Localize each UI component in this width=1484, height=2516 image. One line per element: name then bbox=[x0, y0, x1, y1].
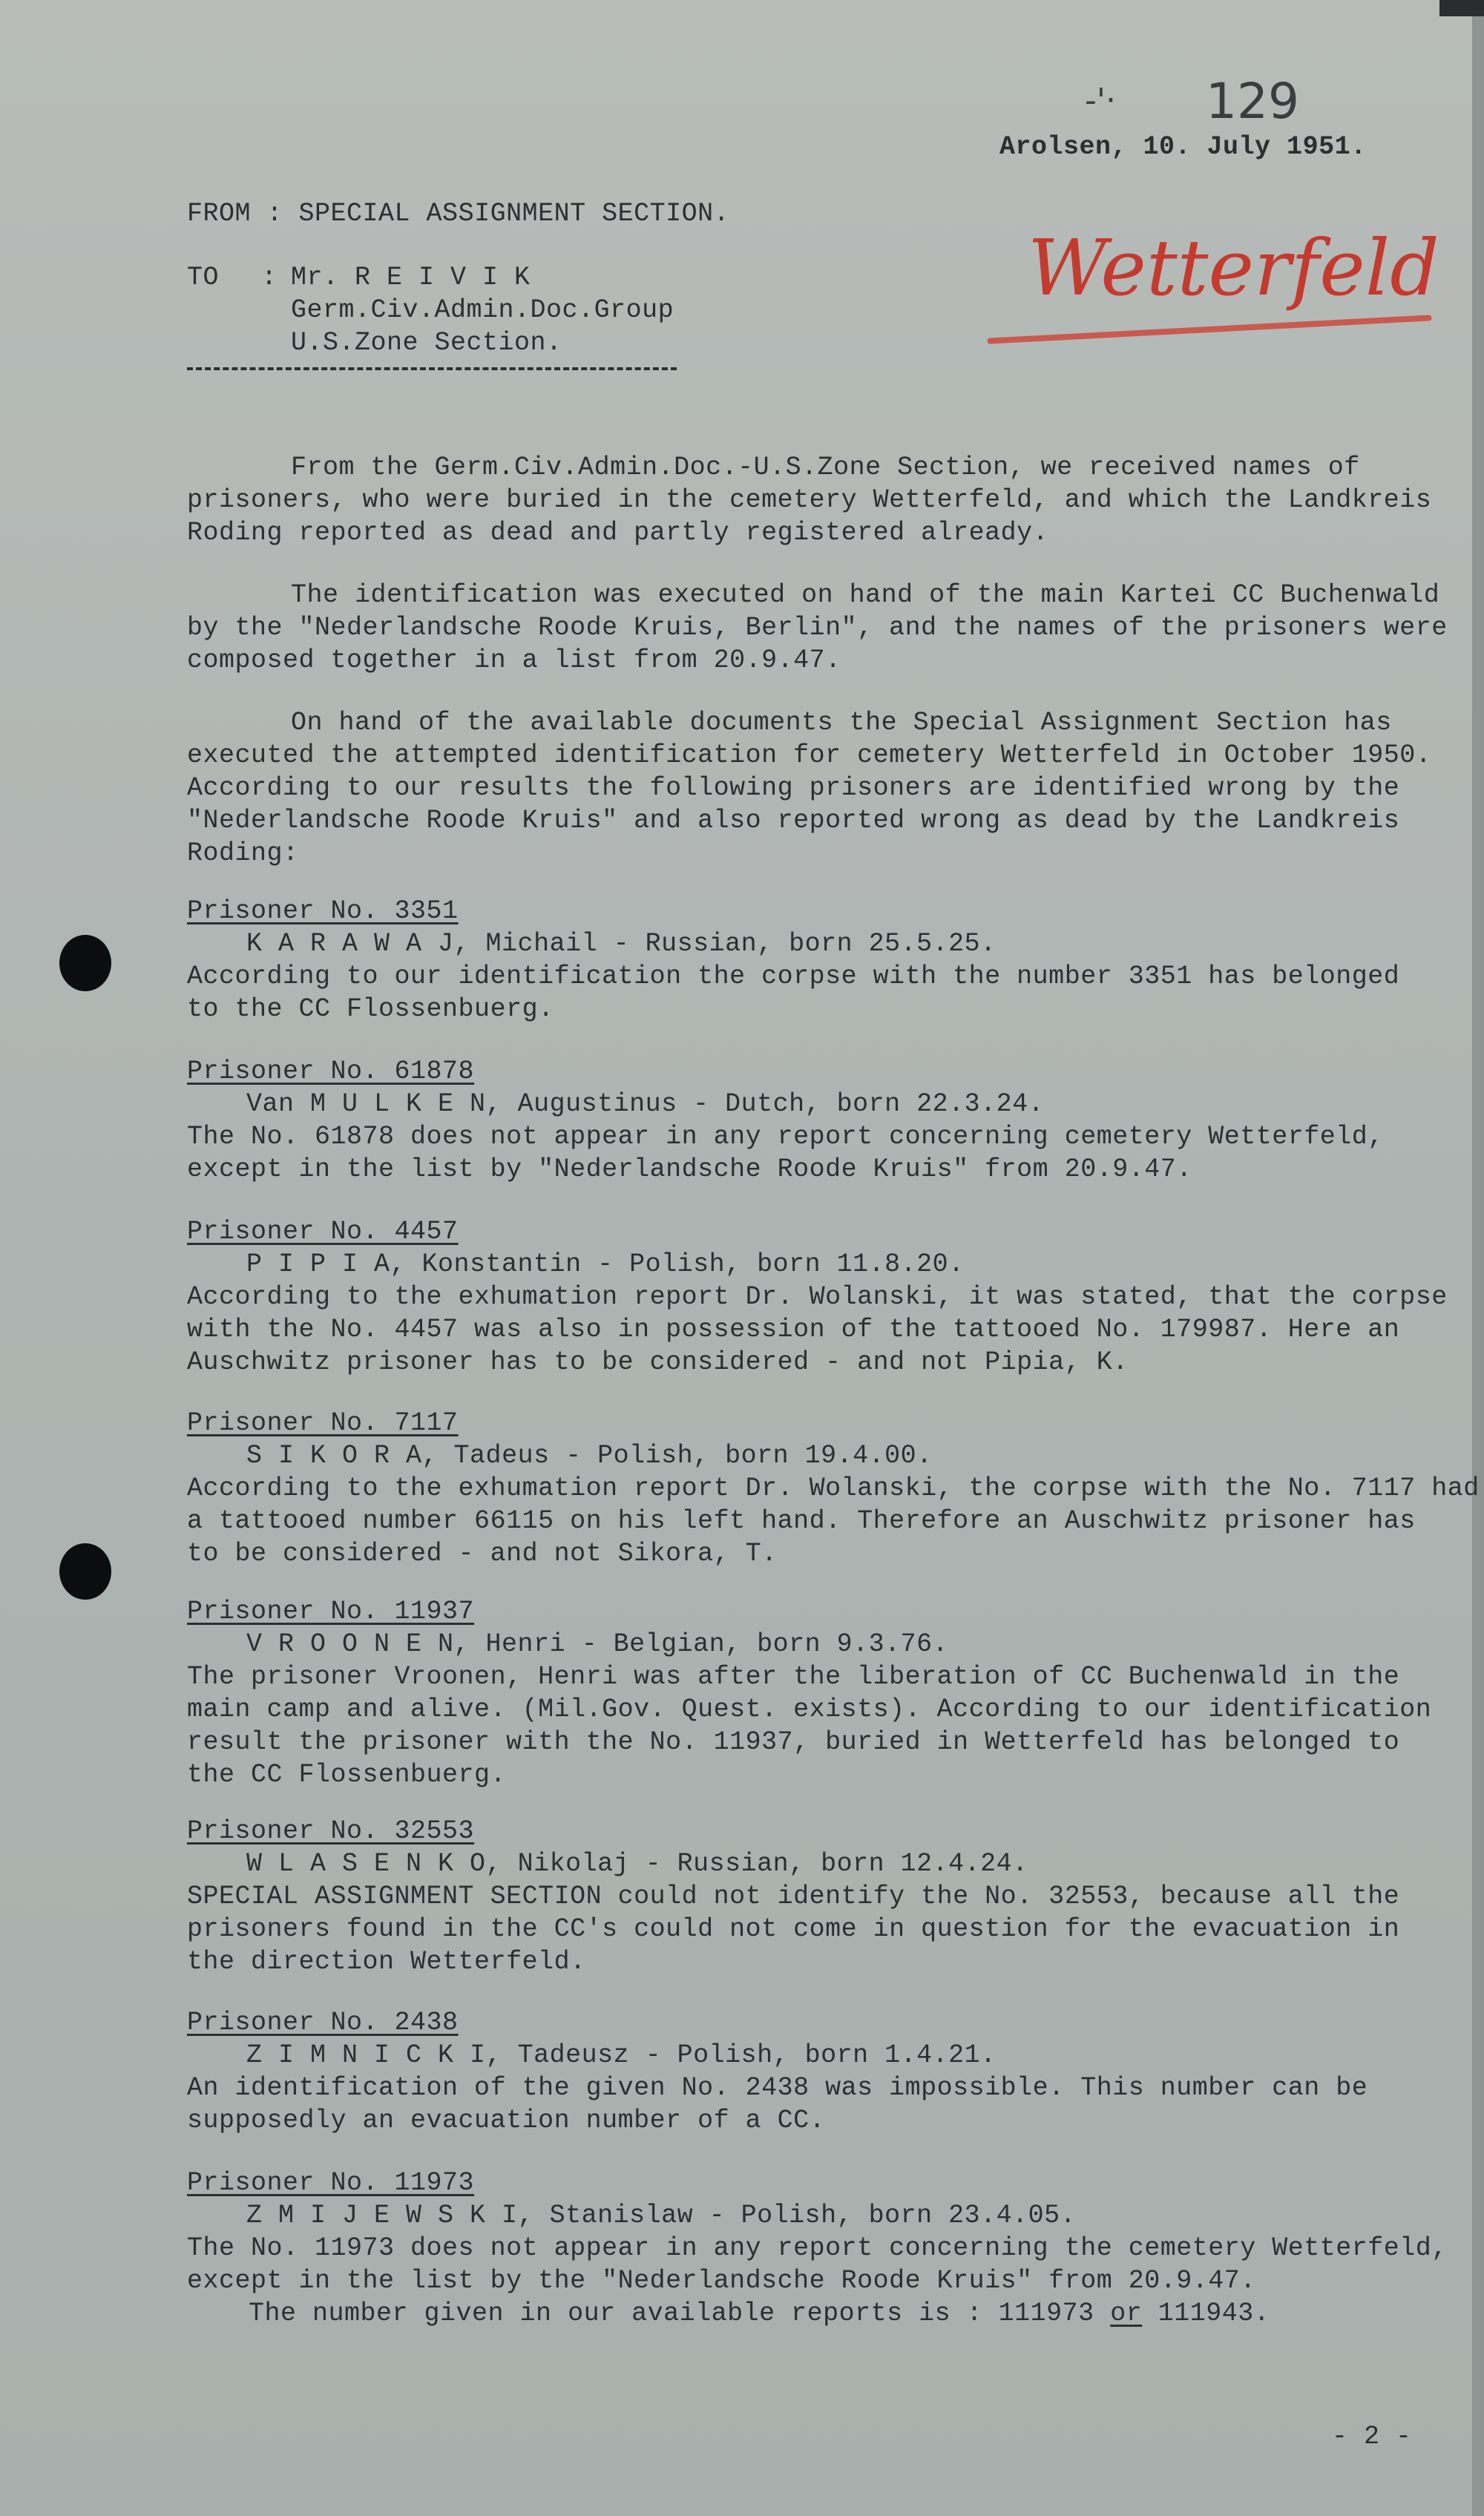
prisoner-surname: K A R A W A J bbox=[246, 929, 454, 959]
prisoner-details: , Tadeus - Polish, born 19.4.00. bbox=[421, 1441, 933, 1471]
red-underline bbox=[987, 315, 1432, 344]
prisoner-surname: Van M U L K E N bbox=[246, 1089, 486, 1119]
prisoner-body-line: supposedly an evacuation number of a CC. bbox=[187, 2106, 826, 2135]
to-label: TO bbox=[187, 263, 220, 292]
prisoner-body-line: a tattooed number 66115 on his left hand. Therefore an Auschwitz prisoner has bbox=[187, 1506, 1416, 1536]
prisoner-surname: S I K O R A bbox=[246, 1441, 422, 1471]
to-section: U.S.Zone Section. bbox=[291, 328, 562, 358]
intro-3-line-4: "Nederlandsche Roode Kruis" and also reported wrong as dead by the Landkreis bbox=[187, 806, 1400, 835]
note-or: or bbox=[1110, 2299, 1143, 2328]
intro-2-line-3: composed together in a list from 20.9.47. bbox=[187, 646, 841, 675]
prisoner-body-line: result the prisoner with the No. 11937, buried in Wetterfeld has belonged to bbox=[187, 1727, 1400, 1757]
footer-page-number: - 2 - bbox=[1332, 2422, 1412, 2451]
prisoner-body-line: prisoners found in the CC's could not come in question for the evacuation in bbox=[187, 1914, 1400, 1944]
prisoner-surname: Z M I J E W S K I bbox=[246, 2201, 518, 2230]
prisoner-heading: Prisoner No. 4457 bbox=[187, 1217, 459, 1246]
prisoner-heading: Prisoner No. 11973 bbox=[187, 2168, 475, 2198]
prisoner-details: , Nikolaj - Russian, born 12.4.24. bbox=[485, 1849, 1028, 1879]
prisoner-body-line: The prisoner Vroonen, Henri was after the liberation of CC Buchenwald in the bbox=[187, 1662, 1400, 1692]
prisoner-body-line: According to the exhumation report Dr. Wolanski, it was stated, that the corpse bbox=[187, 1282, 1448, 1312]
from-value: SPECIAL ASSIGNMENT SECTION. bbox=[298, 199, 730, 229]
prisoner-body-line: except in the list by "Nederlandsche Roode Kruis" from 20.9.47. bbox=[187, 1154, 1192, 1184]
prisoner-heading: Prisoner No. 3351 bbox=[187, 896, 459, 926]
prisoner-body-line: SPECIAL ASSIGNMENT SECTION could not identify the No. 32553, because all the bbox=[187, 1882, 1400, 1911]
intro-3-line-2: executed the attempted identification for cemetery Wetterfeld in October 1950. bbox=[187, 740, 1432, 770]
prisoner-surname: W L A S E N K O bbox=[246, 1849, 486, 1879]
intro-1-line-3: Roding reported as dead and partly registered already. bbox=[187, 518, 1049, 548]
prisoner-surname: Z I M N I C K I bbox=[246, 2040, 486, 2070]
page-corner-shadow bbox=[1439, 0, 1484, 16]
prisoner-body-line: the CC Flossenbuerg. bbox=[187, 1760, 507, 1790]
prisoner-heading: Prisoner No. 32553 bbox=[187, 1816, 475, 1846]
prisoner-name-line bbox=[246, 2039, 997, 2072]
prisoner-surname: P I P I A bbox=[246, 1249, 390, 1279]
prisoner-details: , Henri - Belgian, born 9.3.76. bbox=[453, 1629, 949, 1659]
page-number-stamp: 129 bbox=[1206, 73, 1299, 130]
prisoner-details: , Stanislaw - Polish, born 23.4.05. bbox=[517, 2201, 1077, 2230]
page-edge bbox=[1472, 0, 1484, 2516]
from-label: FROM bbox=[187, 199, 252, 229]
prisoner-heading: Prisoner No. 2438 bbox=[187, 2008, 459, 2037]
prisoner-note-line bbox=[249, 2297, 1270, 2330]
prisoner-body-line: except in the list by the "Nederlandsche Roode Kruis" from 20.9.47. bbox=[187, 2266, 1256, 2296]
intro-2-line-1: The identification was executed on hand of the main Kartei CC Buchenwald bbox=[291, 580, 1440, 610]
prisoner-heading: Prisoner No. 61878 bbox=[187, 1057, 475, 1086]
prisoner-body-line: The No. 61878 does not appear in any report concerning cemetery Wetterfeld, bbox=[187, 1122, 1384, 1152]
prisoner-body-line: the direction Wetterfeld. bbox=[187, 1947, 586, 1977]
prisoner-details: , Augustinus - Dutch, born 22.3.24. bbox=[485, 1089, 1045, 1119]
handwritten-place-name: Wetterfeld bbox=[1028, 223, 1439, 313]
prisoner-heading: Prisoner No. 11937 bbox=[187, 1597, 475, 1626]
punch-hole-bottom bbox=[59, 1543, 111, 1600]
note-suffix: 111943. bbox=[1142, 2299, 1270, 2328]
prisoner-body-line: The No. 11973 does not appear in any report concerning the cemetery Wetterfeld, bbox=[187, 2233, 1448, 2263]
prisoner-body-line: to the CC Flossenbuerg. bbox=[187, 994, 554, 1024]
header-separator bbox=[187, 367, 677, 370]
prisoner-surname: V R O O N E N bbox=[246, 1629, 454, 1659]
intro-1-line-1: From the Germ.Civ.Admin.Doc.-U.S.Zone Section, we received names of bbox=[291, 453, 1360, 482]
prisoner-body-line: According to the exhumation report Dr. Wolanski, the corpse with the No. 7117 had bbox=[187, 1474, 1480, 1503]
punch-hole-top bbox=[59, 935, 111, 991]
to-recipient: Mr. R E I V I K bbox=[291, 263, 531, 292]
prisoner-details: , Konstantin - Polish, born 11.8.20. bbox=[390, 1249, 965, 1279]
prisoner-heading: Prisoner No. 7117 bbox=[187, 1408, 459, 1438]
intro-2-line-2: by the "Nederlandsche Roode Kruis, Berlin", and the names of the prisoners were bbox=[187, 613, 1448, 643]
prisoner-name-line bbox=[246, 1088, 1044, 1120]
prisoner-name-line bbox=[246, 1248, 965, 1281]
prisoner-details: , Tadeusz - Polish, born 1.4.21. bbox=[485, 2040, 997, 2070]
intro-3-line-1: On hand of the available documents the Special Assignment Section has bbox=[291, 708, 1392, 738]
prisoner-body-line: to be considered - and not Sikora, T. bbox=[187, 1539, 778, 1569]
prisoner-body-line: with the No. 4457 was also in possession of the tattooed No. 179987. Here an bbox=[187, 1315, 1400, 1344]
intro-3-line-3: According to our results the following prisoners are identified wrong by the bbox=[187, 773, 1400, 803]
prisoner-body-line: According to our identification the corpse with the number 3351 has belonged bbox=[187, 962, 1400, 991]
page-number-mark: -'· bbox=[1085, 82, 1116, 119]
prisoner-name-line bbox=[246, 2199, 1076, 2232]
prisoner-body-line: main camp and alive. (Mil.Gov. Quest. exists). According to our identification bbox=[187, 1695, 1432, 1724]
intro-3-line-5: Roding: bbox=[187, 838, 299, 868]
prisoner-name-line bbox=[246, 927, 997, 960]
prisoner-name-line bbox=[246, 1439, 933, 1472]
note-prefix: The number given in our available reports is : 111973 bbox=[249, 2299, 1111, 2328]
prisoner-body-line: Auschwitz prisoner has to be considered - and not Pipia, K. bbox=[187, 1347, 1129, 1377]
intro-1-line-2: prisoners, who were buried in the cemetery Wetterfeld, and which the Landkreis bbox=[187, 485, 1432, 515]
place-date: Arolsen, 10. July 1951. bbox=[999, 132, 1367, 162]
prisoner-details: , Michail - Russian, born 25.5.25. bbox=[453, 929, 997, 959]
to-group: Germ.Civ.Admin.Doc.Group bbox=[291, 295, 674, 325]
prisoner-name-line bbox=[246, 1628, 948, 1661]
prisoner-body-line: An identification of the given No. 2438 was impossible. This number can be bbox=[187, 2073, 1368, 2103]
to-colon: : bbox=[261, 263, 278, 292]
from-line: FROM : SPECIAL ASSIGNMENT SECTION. bbox=[187, 199, 730, 229]
prisoner-name-line bbox=[246, 1847, 1028, 1880]
